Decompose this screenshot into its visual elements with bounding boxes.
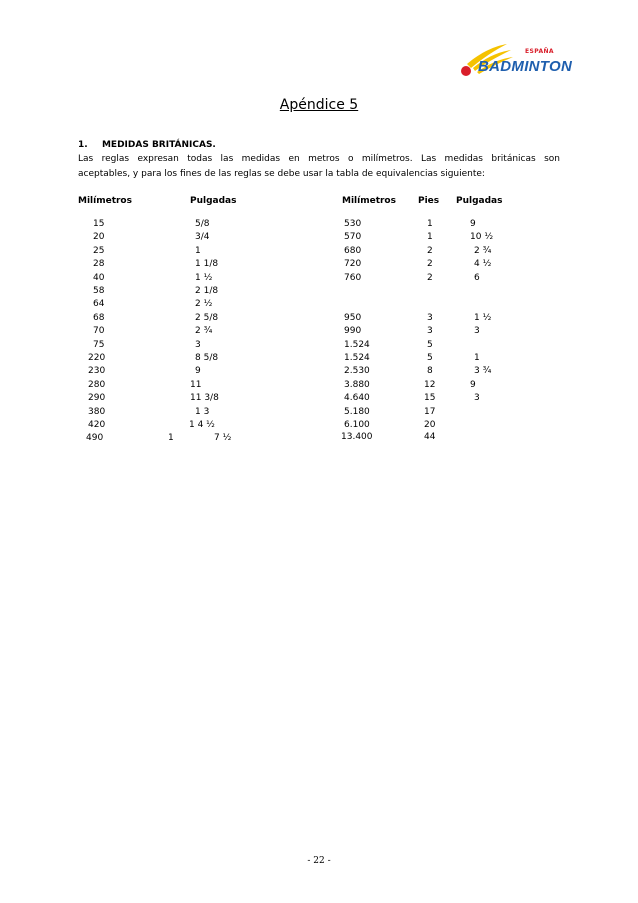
right-row-mm: 680 [344, 245, 362, 256]
left-header-mm: Milímetros [78, 196, 132, 206]
right-row-feet: 2 [427, 272, 433, 283]
right-row-mm: 760 [344, 272, 362, 283]
left-row-mm: 58 [93, 286, 105, 296]
left-row-mm: 28 [93, 259, 105, 270]
right-header-mm: Milímetros [342, 196, 396, 206]
section-title: MEDIDAS BRITÁNICAS. [101, 140, 216, 150]
right-row-mm: 720 [344, 259, 362, 270]
left-row-mm: 15 [93, 219, 105, 229]
left-row-mm: 490 [86, 433, 104, 444]
right-row-feet: 15 [424, 393, 436, 404]
left-row-inches: 1 1/8 [195, 259, 219, 270]
section-heading [78, 140, 216, 150]
logo-country-text: ESPAÑA [525, 48, 554, 55]
right-row-mm: 990 [344, 326, 362, 337]
left-row-mm: 68 [93, 312, 105, 323]
right-row-feet: 8 [427, 366, 433, 377]
left-row-inches: 3 [195, 339, 201, 350]
right-row-mm: 1.524 [344, 353, 370, 363]
left-row-mm: 25 [93, 245, 105, 256]
left-row-mm: 64 [93, 299, 105, 310]
right-header-inches: Pulgadas [456, 196, 503, 206]
right-row-feet: 44 [424, 432, 436, 442]
section-number: 1. [78, 140, 88, 150]
left-row-mm: 280 [88, 379, 106, 390]
right-row-mm: 4.640 [344, 393, 370, 404]
left-row-inches: 1 [195, 245, 201, 256]
right-row-mm: 950 [344, 312, 362, 323]
right-row-mm: 2.530 [344, 366, 370, 377]
right-row-feet: 3 [427, 312, 433, 323]
logo-shuttle-head [461, 66, 471, 76]
left-row-inches: 1 4 ½ [189, 420, 215, 430]
left-row-mm: 70 [93, 326, 105, 337]
right-row-feet: 12 [424, 379, 436, 390]
left-row-inches: 1 ½ [195, 272, 213, 283]
right-row-inches: 1 ½ [474, 312, 492, 323]
right-row-inches: 9 [470, 379, 476, 390]
right-row-inches: 9 [470, 219, 476, 229]
left-row-inches: 2 1/8 [195, 286, 219, 296]
left-row-mm: 75 [93, 339, 105, 350]
right-row-inches: 2 ¾ [474, 245, 492, 256]
left-row-inches: 8 5/8 [195, 353, 219, 363]
right-row-feet: 5 [427, 339, 433, 350]
left-row-feet: 1 [168, 433, 174, 444]
right-row-feet: 17 [424, 406, 436, 417]
left-row-inches: 2 5/8 [195, 312, 219, 323]
right-row-mm: 1.524 [344, 339, 370, 350]
left-row-inches: 5/8 [195, 219, 210, 229]
right-row-mm: 3.880 [344, 379, 370, 390]
right-row-inches: 3 [474, 393, 480, 404]
paragraph-line-2: aceptables, y para los fines de las reglas se debe usar la tabla de equivalencias siguiente: [78, 168, 485, 179]
left-header-inches: Pulgadas [190, 196, 237, 206]
logo-brand-text: BADMINTON [478, 58, 573, 75]
left-row-inches: 1 3 [195, 406, 210, 417]
left-row-mm: 420 [88, 420, 106, 430]
left-row-inches: 3/4 [195, 232, 210, 243]
right-row-inches: 4 ½ [474, 259, 492, 270]
right-row-mm: 5.180 [344, 406, 370, 417]
left-row-mm: 380 [88, 406, 106, 417]
right-row-inches: 3 [474, 326, 480, 337]
right-row-mm: 570 [344, 232, 362, 243]
right-row-inches: 6 [474, 272, 480, 283]
right-row-feet: 3 [427, 326, 433, 337]
right-header-feet: Pies [418, 196, 440, 206]
right-row-feet: 20 [424, 420, 436, 430]
left-row-mm: 290 [88, 393, 106, 404]
right-row-inches: 10 ½ [470, 232, 494, 243]
page-number: - 22 - [307, 856, 331, 866]
right-row-inches: 1 [474, 353, 480, 363]
intro-paragraph [78, 152, 560, 181]
paragraph-line-1: Las reglas expresan todas las medidas en metros o milímetros. Las medidas británicas son [78, 154, 560, 164]
left-row-inches: 7 ½ [214, 433, 232, 444]
left-row-inches: 2 ½ [195, 299, 213, 310]
left-row-mm: 230 [88, 366, 106, 377]
right-row-feet: 1 [427, 232, 433, 243]
left-row-inches: 11 [190, 379, 202, 390]
left-row-inches: 11 3/8 [190, 393, 219, 404]
right-row-feet: 5 [427, 353, 433, 363]
right-row-feet: 2 [427, 245, 433, 256]
right-row-mm: 530 [344, 219, 362, 229]
right-row-feet: 1 [427, 219, 433, 229]
left-row-mm: 220 [88, 353, 106, 363]
right-row-feet: 2 [427, 259, 433, 270]
left-row-mm: 40 [93, 272, 105, 283]
right-row-mm: 13.400 [341, 432, 373, 442]
right-row-mm: 6.100 [344, 420, 370, 430]
page-title: Apéndice 5 [279, 97, 359, 113]
right-row-inches: 3 ¾ [474, 366, 492, 377]
left-row-inches: 9 [195, 366, 201, 377]
left-row-mm: 20 [93, 232, 105, 243]
left-row-inches: 2 ¾ [195, 326, 213, 337]
